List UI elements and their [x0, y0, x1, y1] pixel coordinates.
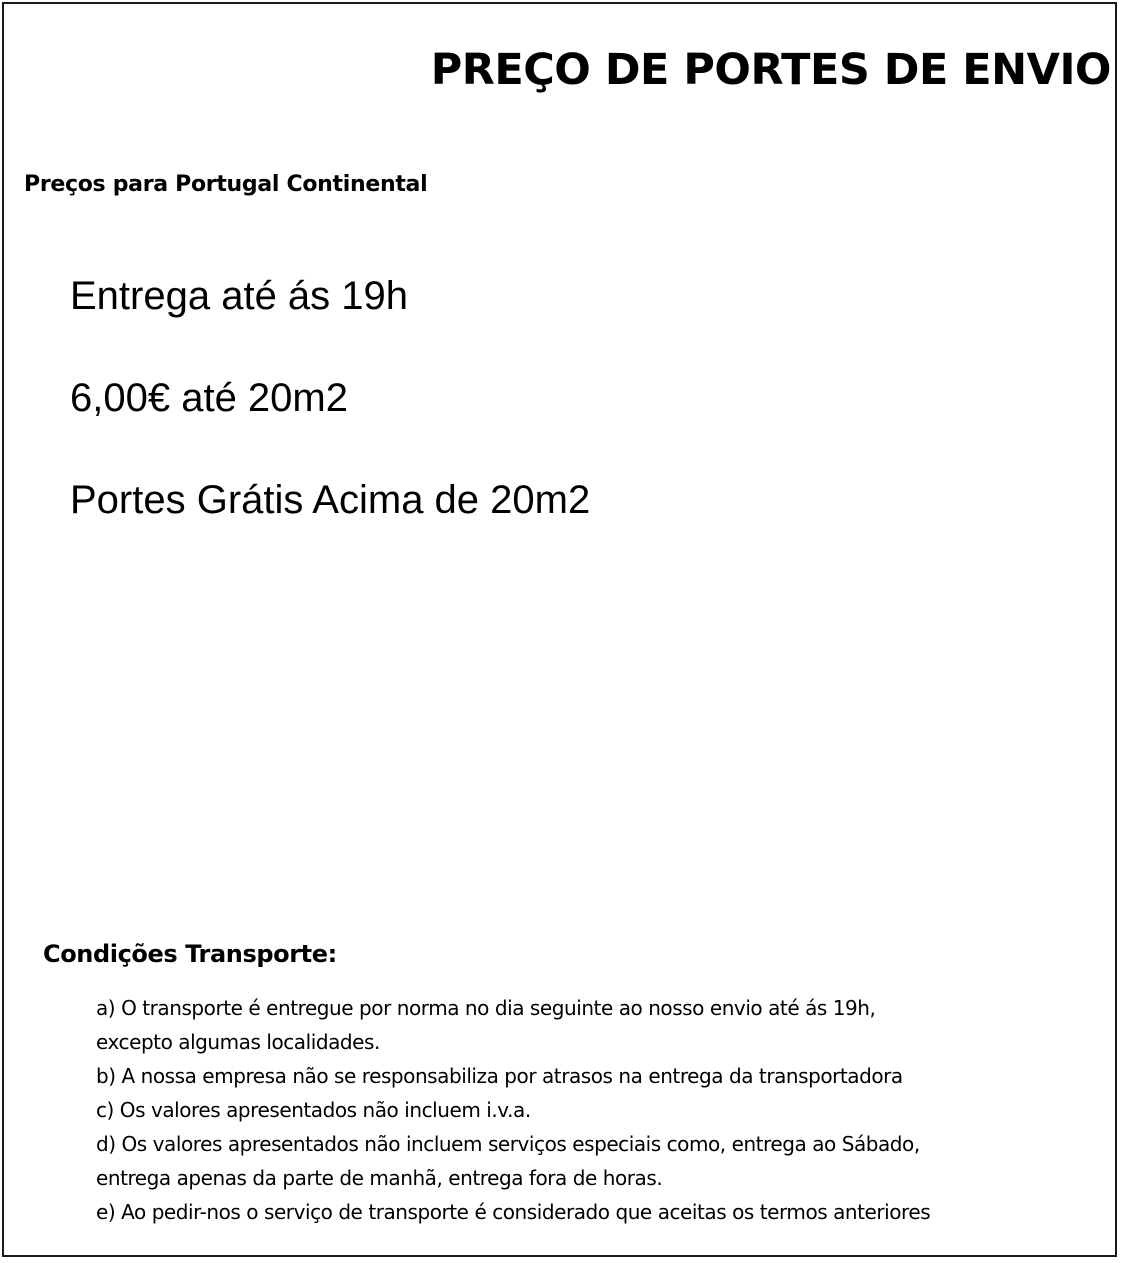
price-item-free-shipping: Portes Grátis Acima de 20m2 — [70, 478, 591, 522]
condition-line: entrega apenas da parte de manhã, entrega fora de horas. — [96, 1166, 663, 1190]
conditions-list — [96, 991, 930, 1229]
conditions-title: Condições Transporte: — [43, 940, 337, 968]
price-item-delivery-time: Entrega até ás 19h — [70, 274, 409, 318]
region-subtitle: Preços para Portugal Continental — [24, 172, 428, 197]
price-item-rate: 6,00€ até 20m2 — [70, 376, 348, 420]
condition-line: d) Os valores apresentados não incluem serviços especiais como, entrega ao Sábado, — [96, 1132, 920, 1156]
condition-line: e) Ao pedir-nos o serviço de transporte é considerado que aceitas os termos anteriores — [96, 1200, 931, 1224]
condition-line: b) A nossa empresa não se responsabiliza por atrasos na entrega da transportadora — [96, 1064, 903, 1088]
condition-line: a) O transporte é entregue por norma no dia seguinte ao nosso envio até ás 19h, — [96, 996, 876, 1020]
price-list — [70, 272, 590, 578]
condition-line: excepto algumas localidades. — [96, 1030, 380, 1054]
condition-line: c) Os valores apresentados não incluem i.v.a. — [96, 1098, 531, 1122]
page-title: PREÇO DE PORTES DE ENVIO — [430, 45, 1111, 95]
